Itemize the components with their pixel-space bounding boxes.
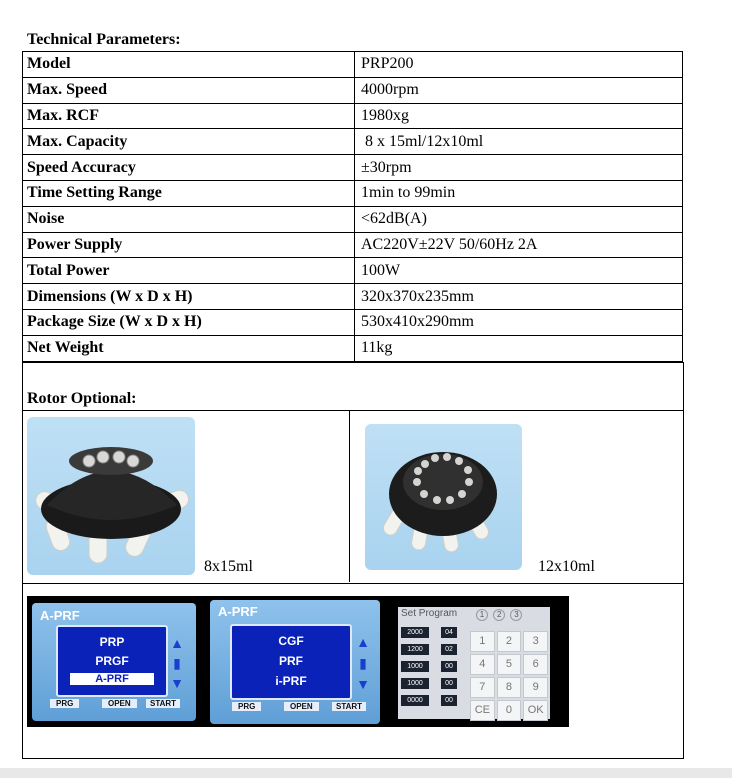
page-bottom-bar <box>0 768 732 778</box>
screen3-program-row <box>401 625 463 642</box>
screen3-time-value: 00 <box>441 695 457 706</box>
parameter-row <box>23 52 683 78</box>
screen3-key: OK <box>523 700 548 721</box>
parameter-value: 320x370x235mm <box>355 284 683 310</box>
screen2-open-button: OPEN <box>284 702 319 711</box>
screen1-menu-box <box>56 625 168 697</box>
screen3-speed-value: 2000 <box>401 627 429 638</box>
screen3-key: 9 <box>523 677 548 698</box>
parameter-row <box>23 155 683 181</box>
screen3-time-value: 00 <box>441 661 457 672</box>
screen3-time-value: 00 <box>441 678 457 689</box>
screen3-tab-2: 2 <box>493 609 505 621</box>
parameter-value: ±30rpm <box>355 155 683 181</box>
parameter-row <box>23 284 683 310</box>
screen3-speed-value: 1000 <box>401 661 429 672</box>
screen1-open-button: OPEN <box>102 699 137 708</box>
screen1-item-2: PRGF <box>95 654 129 668</box>
screen3-key: 3 <box>523 631 548 652</box>
parameter-value: 8 x 15ml/12x10ml <box>355 129 683 155</box>
parameter-value: 100W <box>355 258 683 284</box>
screen2-button-row <box>232 702 372 716</box>
screen1-item-3: A-PRF <box>70 673 154 685</box>
screen3-program-row <box>401 693 463 710</box>
parameter-label: Model <box>23 52 355 78</box>
screen2-item-1: CGF <box>278 634 304 648</box>
screen3-time-value: 04 <box>441 627 457 638</box>
screen3-program-rows <box>401 625 463 715</box>
rotor-right-caption: 12x10ml <box>538 558 595 575</box>
screen3-program-row <box>401 676 463 693</box>
screen3-key: CE <box>470 700 495 721</box>
parameter-label: Max. Speed <box>23 77 355 103</box>
parameter-row <box>23 206 683 232</box>
parameter-label: Noise <box>23 206 355 232</box>
parameter-label: Dimensions (W x D x H) <box>23 284 355 310</box>
parameter-row <box>23 335 683 361</box>
parameter-row <box>23 180 683 206</box>
screen1-header: A-PRF <box>40 608 80 623</box>
screen3-header: Set Program <box>401 608 458 619</box>
parameter-row <box>23 232 683 258</box>
screen1-item-1: PRP <box>99 635 125 649</box>
screen3-speed-value: 1200 <box>401 644 429 655</box>
screen2-menu-box <box>230 624 352 700</box>
screen3-key: 7 <box>470 677 495 698</box>
screen3-tabs <box>476 609 522 621</box>
screen3-key: 1 <box>470 631 495 652</box>
screen2-prg-button: PRG <box>232 702 261 711</box>
parameter-label: Max. Capacity <box>23 129 355 155</box>
parameter-label: Package Size (W x D x H) <box>23 309 355 335</box>
parameter-value: 11kg <box>355 335 683 361</box>
rotor-8x15ml-image <box>27 417 195 575</box>
screen1-start-button: START <box>146 699 180 708</box>
parameter-row <box>23 309 683 335</box>
rotor-left-caption: 8x15ml <box>204 558 253 575</box>
screen1-scroll-arrows-icon: ▲ ▮ ▼ <box>170 635 184 691</box>
screen3-key: 0 <box>497 700 522 721</box>
screen3-program-row <box>401 642 463 659</box>
screen3-key: 2 <box>497 631 522 652</box>
screen3-tab-1: 1 <box>476 609 488 621</box>
parameter-value: <62dB(A) <box>355 206 683 232</box>
rotor-column-divider <box>349 410 350 582</box>
screen1-button-row <box>50 699 180 713</box>
parameter-label: Power Supply <box>23 232 355 258</box>
parameter-value: 1min to 99min <box>355 180 683 206</box>
screen3-speed-value: 1000 <box>401 678 429 689</box>
parameter-label: Speed Accuracy <box>23 155 355 181</box>
screen2-start-button: START <box>332 702 366 711</box>
screen2-header: A-PRF <box>218 604 258 619</box>
parameter-label: Time Setting Range <box>23 180 355 206</box>
screen3-keypad <box>470 631 548 715</box>
parameter-label: Total Power <box>23 258 355 284</box>
parameter-value: PRP200 <box>355 52 683 78</box>
parameters-table <box>22 51 683 362</box>
rotor-12x10ml-image <box>365 424 522 570</box>
screen3-speed-value: 0000 <box>401 695 429 706</box>
rotor-optional-title: Rotor Optional: <box>27 390 137 407</box>
screen3-key: 4 <box>470 654 495 675</box>
parameter-value: 1980xg <box>355 103 683 129</box>
parameter-value: 4000rpm <box>355 77 683 103</box>
parameter-label: Net Weight <box>23 335 355 361</box>
screen3-key: 5 <box>497 654 522 675</box>
screen3-time-value: 02 <box>441 644 457 655</box>
screen2-scroll-arrows-icon: ▲ ▮ ▼ <box>356 634 370 692</box>
parameter-row <box>23 103 683 129</box>
parameter-value: 530x410x290mm <box>355 309 683 335</box>
screen3-program-row <box>401 659 463 676</box>
parameter-row <box>23 258 683 284</box>
technical-parameters-heading: Technical Parameters: <box>27 31 181 48</box>
panel-screen-3 <box>398 607 550 719</box>
panel-screen-2 <box>210 600 380 724</box>
screen3-key: 6 <box>523 654 548 675</box>
parameter-row <box>23 77 683 103</box>
panel-screen-1 <box>32 603 196 721</box>
parameter-label: Max. RCF <box>23 103 355 129</box>
screen2-item-2: PRF <box>279 654 303 668</box>
parameter-value: AC220V±22V 50/60Hz 2A <box>355 232 683 258</box>
screen2-item-3: i-PRF <box>275 674 307 688</box>
screen3-tab-3: 3 <box>510 609 522 621</box>
screen3-key: 8 <box>497 677 522 698</box>
screen1-prg-button: PRG <box>50 699 79 708</box>
parameter-row <box>23 129 683 155</box>
